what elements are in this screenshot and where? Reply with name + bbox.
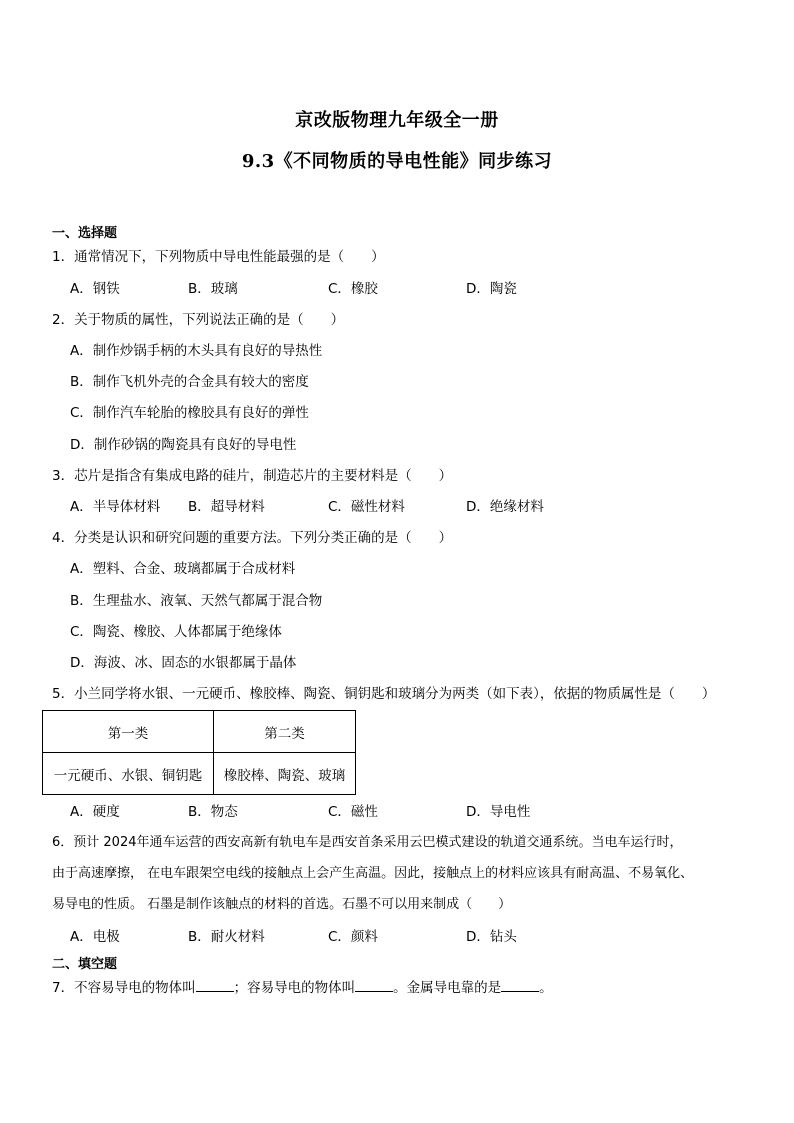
classification-table bbox=[42, 710, 356, 795]
question-7-text-4: 。 bbox=[539, 980, 553, 996]
question-5-option-c: C．磁性 bbox=[328, 804, 378, 820]
question-7-text-1: 7．不容易导电的物体叫 bbox=[52, 980, 196, 996]
question-4-option-c: C．陶瓷、橡胶、人体都属于绝缘体 bbox=[70, 624, 282, 640]
question-7-stem bbox=[52, 979, 553, 997]
question-2-option-c: C．制作汽车轮胎的橡胶具有良好的弹性 bbox=[70, 405, 309, 421]
question-6-stem-line-2: 由于高速摩擦， 在电车跟架空电线的接触点上会产生高温。因此，接触点上的材料应该具有耐高温、不易氧化、 bbox=[52, 866, 694, 881]
question-6-stem-line-1: 6．预计 2024年通车运营的西安高新有轨电车是西安首条采用云巴模式建设的轨道交通系统。当电车运行时， bbox=[52, 835, 683, 850]
table-cell: 一元硬币、水银、铜钥匙 bbox=[43, 753, 214, 795]
question-2-option-d: D．制作砂锅的陶瓷具有良好的导电性 bbox=[70, 437, 297, 453]
question-3-option-d: D．绝缘材料 bbox=[466, 499, 544, 515]
question-2-stem: 2．关于物质的属性，下列说法正确的是（ ） bbox=[52, 312, 345, 328]
question-2-option-a: A．制作炒锅手柄的木头具有良好的导热性 bbox=[70, 343, 323, 359]
document-subtitle: 9.3《不同物质的导电性能》同步练习 bbox=[241, 151, 553, 172]
question-4-option-b: B．生理盐水、液氧、天然气都属于混合物 bbox=[70, 593, 323, 609]
question-1-option-a: A．钢铁 bbox=[70, 281, 120, 297]
answer-blank[interactable] bbox=[501, 979, 539, 992]
question-6-option-d: D．钻头 bbox=[466, 929, 517, 945]
answer-blank[interactable] bbox=[196, 979, 234, 992]
question-6-option-c: C．颜料 bbox=[328, 929, 378, 945]
document-title: 京改版物理九年级全一册 bbox=[295, 110, 499, 131]
question-4-option-a: A．塑料、合金、玻璃都属于合成材料 bbox=[70, 561, 296, 577]
table-header-row bbox=[43, 711, 356, 753]
question-6-stem-line-3: 易导电的性质。 石墨是制作该触点的材料的首选。石墨不可以用来制成（ ） bbox=[52, 897, 512, 912]
question-3-option-c: C．磁性材料 bbox=[328, 499, 405, 515]
question-3-option-b: B．超导材料 bbox=[188, 499, 265, 515]
question-7-text-2: ；容易导电的物体叫 bbox=[233, 980, 356, 996]
question-2-option-b: B．制作飞机外壳的合金具有较大的密度 bbox=[70, 374, 309, 390]
section-heading-fill: 二、填空题 bbox=[52, 957, 118, 972]
question-1-stem: 1．通常情况下，下列物质中导电性能最强的是（ ） bbox=[52, 249, 385, 265]
table-cell: 橡胶棒、陶瓷、玻璃 bbox=[214, 753, 356, 795]
question-3-option-a: A．半导体材料 bbox=[70, 499, 161, 515]
table-row bbox=[43, 753, 356, 795]
question-3-stem: 3．芯片是指含有集成电路的硅片，制造芯片的主要材料是（ ） bbox=[52, 468, 453, 484]
question-5-option-b: B．物态 bbox=[188, 804, 238, 820]
answer-blank[interactable] bbox=[355, 979, 393, 992]
table-header-cell: 第一类 bbox=[43, 711, 214, 753]
table-header-cell: 第二类 bbox=[214, 711, 356, 753]
question-4-option-d: D．海波、冰、固态的水银都属于晶体 bbox=[70, 655, 297, 671]
question-1-option-c: C．橡胶 bbox=[328, 281, 378, 297]
question-5-stem: 5．小兰同学将水银、一元硬币、橡胶棒、陶瓷、铜钥匙和玻璃分为两类（如下表），依据的物质属性是（ ） bbox=[52, 686, 716, 702]
question-5-option-a: A．硬度 bbox=[70, 804, 120, 820]
question-4-stem: 4．分类是认识和研究问题的重要方法。下列分类正确的是（ ） bbox=[52, 530, 453, 546]
question-6-option-b: B．耐火材料 bbox=[188, 929, 265, 945]
question-7-text-3: 。金属导电靠的是 bbox=[393, 980, 502, 996]
question-1-option-b: B．玻璃 bbox=[188, 281, 238, 297]
question-6-option-a: A．电极 bbox=[70, 929, 120, 945]
question-5-option-d: D．导电性 bbox=[466, 804, 531, 820]
question-1-option-d: D．陶瓷 bbox=[466, 281, 517, 297]
section-heading-choice: 一、选择题 bbox=[52, 226, 118, 241]
